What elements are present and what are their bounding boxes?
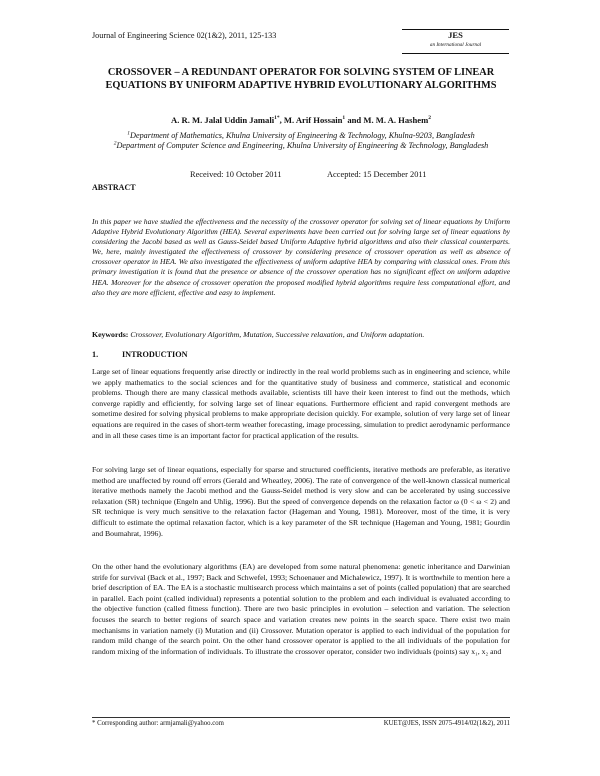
keywords-value: Crossover, Evolutionary Algorithm, Mutation, Successive relaxation, and Uniform adaptation. (130, 330, 425, 339)
author-list: A. R. M. Jalal Uddin Jamali$^{1*}$, M. Arif Hossain$^1$ and M. M. A. Hashem$^2$ (170, 115, 432, 125)
author-name: M. M. A. Hashem (363, 115, 429, 125)
affiliations (92, 131, 510, 151)
accepted-date: Accepted: 15 December 2011 (327, 170, 427, 179)
author-mark: 1* (274, 115, 280, 122)
logo-subtitle: an International Journal (429, 42, 482, 48)
section-heading (92, 350, 188, 359)
journal-logo (402, 29, 509, 54)
author-name: M. Arif Hossain (283, 115, 343, 125)
paragraph: On the other hand the evolutionary algorithms (EA) are developed from some natural phenomena: genetic inheritance and Darwinian strife for survival (Back et al., 1997; Back and Schwefel, 1993; Schoenauer and Michalewicz, 1997). It is worthwhile to mention here a brief description of EA. The EA is a stochastic multisearch process which maintains a set of points (called population) that are searched in parallel. Each point (called individual) represents a potential solution to the problem and each individual is evaluated according to the objective function (called fitness function). There are two basic principles in evolution – selection and variation. The selection focuses the search to better regions of search space and variation creates new points in the search space. There exist two main mechanisms in variation namely (i) Mutation and (ii) Crossover. Mutation operator is applied to each individual of the population for random mild change of the search point. On the other hand crossover operator is applied to the all individuals of the population for random mixing of the information of individuals. To illustrate the crossover operator, consider two individuals (points) say x₁, x₂ and (92, 562, 510, 656)
paper-title: CROSSOVER – A REDUNDANT OPERATOR FOR SOLVING SYSTEM OF LINEAR EQUATIONS BY UNIFORM ADAPTIVE HYBRID EVOLUTIONARY ALGORITHMS (105, 67, 497, 91)
section-title: INTRODUCTION (122, 350, 188, 359)
author-name: A. R. M. Jalal Uddin Jamali (170, 115, 275, 125)
footnote-divider (92, 717, 510, 718)
footer-citation: KUET@JES, ISSN 2075-4914/02(1&2), 2011 (383, 720, 510, 727)
corresponding-author: * Corresponding author: armjamali@yahoo.com (92, 720, 224, 727)
keywords (92, 330, 510, 339)
affiliation-1: $^1$Department of Mathematics, Khulna University of Engineering & Technology, Khulna-9203, Bangladesh (127, 130, 475, 140)
journal-citation: Journal of Engineering Science 02(1&2), 2011, 125-133 (92, 31, 277, 40)
paragraph: Large set of linear equations frequently arise directly or indirectly in the real world problems such as in engineering and science, while we apply mathematics to the social sciences and for the quantitative study of business and commerce, statistical and economic problems. Though there are many classical methods available, scientists till have their keen interest to find out the methods, which converge rapidly and efficiently, for solving large set of linear equations. Furthermore efficient and rapid convergent methods are sometime desired for solving physical problems to make appropriate decision quickly. For example, solution of very large set of linear equations are required in the cases of short-term weather forecasting, image processing, simulation to predict aerodynamic performance and in all these cases time is an important factor for practical application of the results. (92, 367, 510, 440)
abstract-heading: ABSTRACT (92, 183, 136, 192)
received-date: Received: 10 October 2011 (190, 170, 282, 179)
author-mark: 1 (342, 115, 346, 122)
author-mark: 2 (428, 115, 432, 122)
paragraph: For solving large set of linear equations, especially for sparse and structured coefficients, iterative methods are preferable, as iterative method are unaffected by round off errors (Gerald and Wheatley, 2006). The rate of convergence of the well-known classical numerical iterative methods namely the Jacobi method and the Gauss-Seidel method is very slow and can be accelerated by using successive relaxation (SR) technique (Engeln and Uhlig, 1996). But the speed of convergence depends on the relaxation factor ω (0 < ω < 2) and SR technique is very much sensitive to the relaxation factor (Hageman and Young, 1981). Moreover, most of the time, it is very difficult to estimate the optimal relaxation factor, which is a key parameter of the SR technique (Hageman and Young, 1981; Gourdin and Boumahrat, 1996). (92, 465, 510, 538)
affiliation-2: $^2$Department of Computer Science and Engineering, Khulna University of Engineering & Technology, Bangladesh (113, 140, 489, 151)
section-number: 1. (92, 350, 99, 359)
keywords-label: Keywords: (92, 330, 129, 339)
abstract-text: In this paper we have studied the effectiveness and the necessity of the crossover operator for solving set of linear equations by Uniform Adaptive Hybrid Evolutionary Algorithm (HEA). Several experiments have been carried out for solving large set of linear equations by considering the Jacobi based as well as Gauss-Seidel based Uniform Adaptive hybrid algorithms and also their classical counterparts. We, here, mainly investigated the effectiveness of crossover by considering presence of crossover operation as well as absence of crossover operator in HEA. We also investigated the effectiveness of uniform adaptive HEA by comparing with classical ones. From this primary investigation it is found that the presence or absence of the crossover operation has no significant effect on uniform adaptive HEA. Moreover for the absence of crossover operation the proposed modified hybrid algorithms require less computational effort, and also they are more efficient, effective and easy to implement. (92, 217, 510, 297)
logo-title: JES (448, 30, 463, 40)
